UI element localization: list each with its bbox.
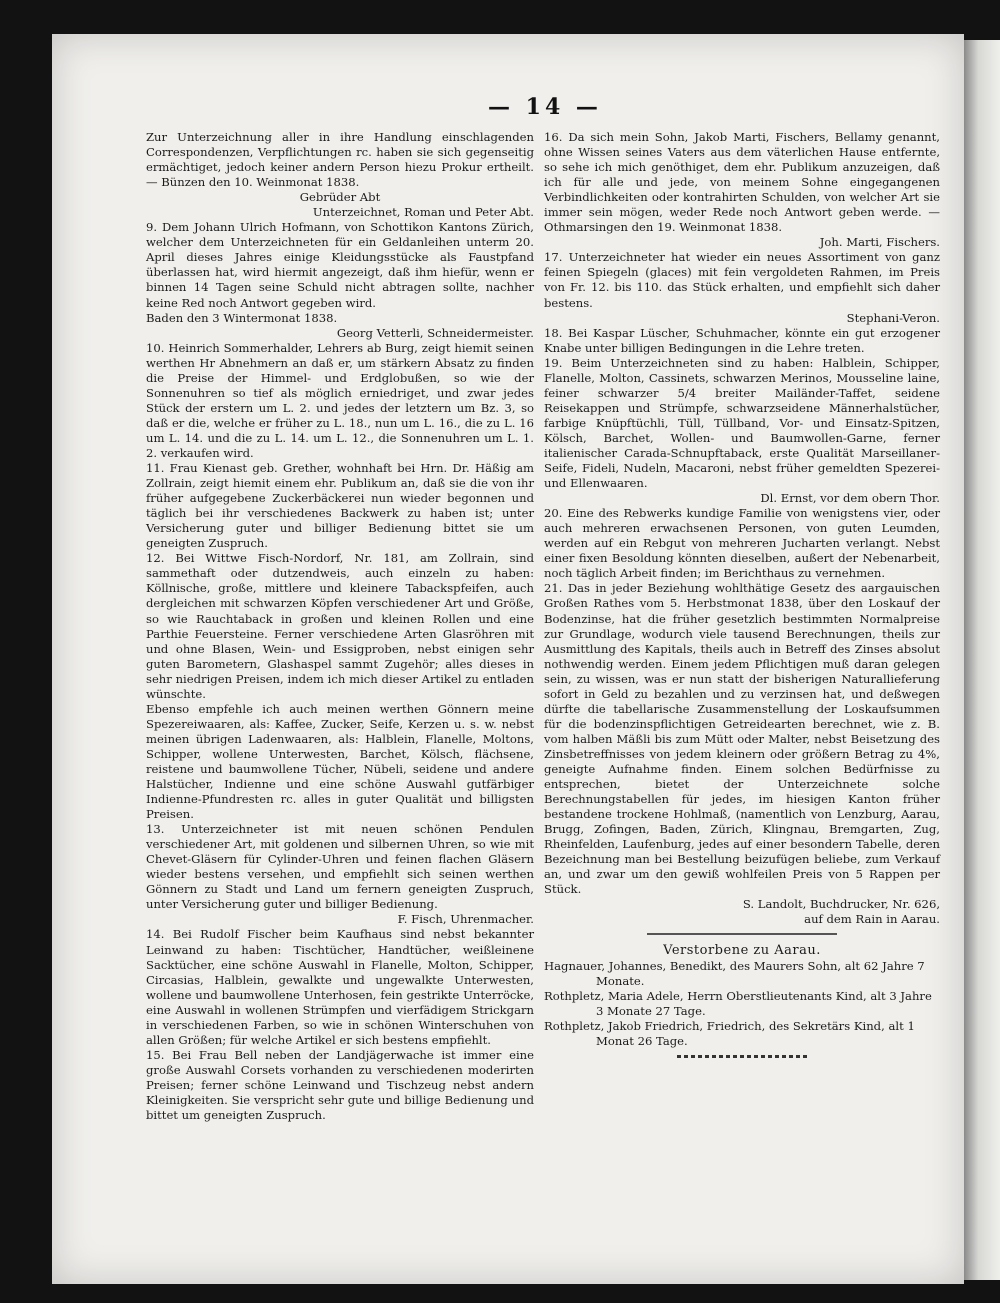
notice-10-text: 10. Heinrich Sommerhalder, Lehrers ab Burg, zeigt hiemit seinen werthen Hr Abnehmern an daß er, um stärkern Absatz zu finden die Preise der Himmel- und Erdglobußen, so wie der Sonnenuhren so tief als möglich erniedriget, und zwar jedes Stück der erstern um L. 2. und jedes der letztern um Bz. 3, so daß er die, welche er früher zu L. 18., nun um L. 16., die zu L. 16 um L. 14. und die zu L. 14. um L. 12., die Sonnenuhren um L. 1. 2. verkaufen wird.	[146, 340, 534, 460]
death-entry: Hagnauer, Johannes, Benedikt, des Maurers Sohn, alt 62 Jahre 7 Monate.	[544, 958, 925, 988]
notice-13-text: 13. Unterzeichneter ist mit neuen schönen Pendulen verschiedener Art, mit goldenen und silbernen Uhren, so wie mit Chevet-Gläsern für Cylinder-Uhren und feinen flachen Gläsern wieder bestens versehen, und empfiehlt sich seinen werthen Gönnern zu Stadt und Land um fernern geneigten Zuspruch, unter Versicherung guter und billiger Bedienung.	[146, 822, 534, 912]
notice-20	[544, 506, 940, 581]
notice-11	[146, 461, 534, 551]
deaths-heading: Verstorbene zu Aarau.	[663, 943, 821, 959]
notice-9-place-date: Baden den 3 Wintermonat 1838.	[146, 310, 338, 325]
notice-9-signature: Georg Vetterli, Schneidermeister.	[336, 325, 534, 340]
notice-21-text: 21. Das in jeder Beziehung wohlthätige Gesetz des aargauischen Großen Rathes vom 5. Herbstmonat 1838, über den Loskauf der Bodenzinse, hat die früher gesetzlich bestimmten Normalpreise zur Grundlage, wodurch viele tausend Berechnungen, theils zur Ausmittlung des Kapitals, theils auch in Betreff des Zinses absolut nothwendig werden. Einem jedem Pflichtigen muß daran gelegen sein, zu wissen, was er nun statt der bisherigen Naturallieferung sofort in Geld zu bezahlen und zu verzinsen hat, und deßwegen dürfte die tabellarische Zusammenstellung der Loskaufsummen für die bodenzinspflichtigen Getreidearten berechnet, wie z. B. vom halben Mäßli bis zum Mütt oder Malter, nebst Beisetzung des Zinsbetreffnisses von jedem kleinern oder größern Betrag zu 4%, geneigte Aufnahme finden. Einem solchen Bedürfnisse zu entsprechen, bietet der Unterzeichnete solche Berechnungstabellen für jedes, im hiesigen Kanton früher bestandene trockene Hohlmaß, (namentlich von Lenzburg, Aarau, Brugg, Zofingen, Baden, Zürich, Klingnau, Bremgarten, Zug, Rheinfelden, Laufenburg, jedes auf einer besondern Tabelle, deren Bezeichnung man bei Bestellung beizufügen beliebe, zum Verkauf an, und zwar um den gewiß wohlfeilen Preis von 5 Rappen per Stück.	[544, 581, 940, 897]
notice-15	[146, 1048, 534, 1123]
right-column	[544, 130, 940, 1064]
deaths-section	[544, 943, 940, 1048]
notice-19-signature: Dl. Ernst, vor dem obern Thor.	[760, 491, 940, 506]
death-entry: Rothpletz, Jakob Friedrich, Friedrich, des Sekretärs Kind, alt 1 Monat 26 Tage.	[544, 1018, 915, 1048]
notice-21	[544, 581, 940, 927]
notice-8-signature: Unterzeichnet, Roman und Peter Abt.	[312, 205, 534, 220]
notice-20-text: 20. Eine des Rebwerks kundige Familie von wenigstens vier, oder auch mehreren erwachsenen Personen, von guten Leumden, werden auf ein Rebgut von mehreren Jucharten verlangt. Nebst einer fixen Besoldung könnten dieselben, außert der Nebenarbeit, noch täglich Arbeit finden; im Berichthaus zu vernehmen.	[544, 506, 940, 581]
notice-17-text: 17. Unterzeichneter hat wieder ein neues Assortiment von ganz feinen Spiegeln (glaces) mit fein vergoldeten Rahmen, im Preis von Fr. 12. bis 110. das Stück erhalten, und empfiehlt sich daher bestens.	[544, 250, 940, 310]
notice-8-firm: Gebrüder Abt	[299, 190, 381, 205]
notice-21-signature: S. Landolt, Buchdrucker, Nr. 626,	[742, 897, 940, 912]
notice-16-signature: Joh. Marti, Fischers.	[819, 235, 940, 250]
notice-12-text-continued: Ebenso empfehle ich auch meinen werthen Gönnern meine Spezereiwaaren, als: Kaffee, Zucker, Seife, Kerzen u. s. w. nebst meinen übrigen Ladenwaaren, als: Halblein, Flanelle, Moltons, Schipper, wollene Unterwesten, Barchet, Kölsch, flächsene, reistene und baumwollene Tücher, Nübeli, seidene und andere Halstücher, Indienne und eine schöne Auswahl gutfärbiger Indienne-Pfundresten rc. alles in guter Qualität und billigsten Preisen.	[146, 701, 534, 822]
notice-14	[146, 927, 534, 1047]
notice-9	[146, 220, 534, 340]
notice-13-signature: F. Fisch, Uhrenmacher.	[397, 912, 534, 927]
notice-14-text: 14. Bei Rudolf Fischer beim Kaufhaus sind nebst bekannter Leinwand zu haben: Tischtücher, Handtücher, weißleinene Sacktücher, eine schöne Auswahl in Flanelle, Molton, Schipper, Circasias, Halblein, gewalkte und ungewalkte Unterwesten, wollene und baumwollene Unterhosen, fein gestrikte Unterröcke, eine Auswahl in wollenen Strümpfen und vierfädigem Strickgarn in verschiedenen Farben, so wie in schönen Winterschuhen von allen Größen; für welche Artikel er sich bestens empfiehlt.	[146, 927, 534, 1047]
notice-10	[146, 341, 534, 461]
notice-21-address: auf dem Rain in Aarau.	[804, 912, 940, 927]
notice-19	[544, 356, 940, 506]
section-divider	[647, 933, 837, 935]
notice-19-text: 19. Beim Unterzeichneten sind zu haben: Halblein, Schipper, Flanelle, Molton, Cassinets, schwarzen Merinos, Mousseline laine, feiner schwarzer 5/4 breiter Mailänder-Taffet, seidene Reisekappen und Strümpfe, schwarzseidene Männerhalstücher, farbige Knüpftüchli, Tüll, Tüllband, Vor- und Einsatz-Spitzen, Kölsch, Barchet, Wollen- und Baumwollen-Garne, ferner italienischer Carada-Schnupftaback, erste Qualität Marseillaner-Seife, Fideli, Nudeln, Macaroni, nebst früher gemeldten Spezerei- und Ellenwaaren.	[544, 355, 940, 491]
notice-8	[146, 130, 534, 220]
left-column	[146, 130, 534, 1123]
notice-12	[146, 551, 534, 822]
notice-17	[544, 250, 940, 325]
notice-18-text: 18. Bei Kaspar Lüscher, Schuhmacher, könnte ein gut erzogener Knabe unter billigen Bedingungen in die Lehre treten.	[544, 325, 940, 355]
notice-17-signature: Stephani-Veron.	[846, 310, 940, 325]
notice-15-text: 15. Bei Frau Bell neben der Landjägerwache ist immer eine große Auswahl Corsets vorhanden zu verschiedenen moderirten Preisen; ferner schöne Leinwand und Tischzeug nebst andern Kleinigkeiten. Sie verspricht sehr gute und billige Bedienung und bittet um geneigten Zuspruch.	[146, 1047, 534, 1123]
next-page-edge	[964, 40, 1000, 1280]
page-number: — 14 —	[488, 94, 602, 120]
notice-18	[544, 326, 940, 356]
notice-13	[146, 822, 534, 927]
notice-11-text: 11. Frau Kienast geb. Grether, wohnhaft bei Hrn. Dr. Häßig am Zollrain, zeigt hiemit einem ehr. Publikum an, daß sie die von ihr früher aufgegebene Zuckerbäckerei nun wieder begonnen und täglich bei ihr verschiedenes Backwerk zu haben ist; unter Versicherung guter und billiger Bedienung bittet sie um geneigten Zuspruch.	[146, 461, 534, 551]
end-ornament	[677, 1055, 807, 1058]
notice-12-text: 12. Bei Wittwe Fisch-Nordorf, Nr. 181, am Zollrain, sind sammethaft oder dutzendweis, auch einzeln zu haben: Köllnische, große, mittlere und kleinere Tabackspfeifen, auch dergleichen mit schwarzen Köpfen verschiedener Art und Größe, so wie Rauchtaback in großen und kleinen Rollen und eine Parthie Feuersteine. Ferner verschiedene Arten Glasröhren mit und ohne Blasen, Wein- und Essigproben, nebst einigen sehr guten Barometern, Glashaspel sammt Zugehör; alles dieses in sehr niedrigen Preisen, indem ich mich dieser Artikel zu entladen wünschte.	[146, 551, 534, 701]
notice-8-text: Zur Unterzeichnung aller in ihre Handlung einschlagenden Correspondenzen, Verpflichtungen rc. haben sie sich gegenseitig ermächtiget, jedoch keiner andern Person hiezu Prokur ertheilt. — Bünzen den 10. Weinmonat 1838.	[146, 130, 534, 190]
death-entry: Rothpletz, Maria Adele, Herrn Oberstlieutenants Kind, alt 3 Jahre 3 Monate 27 Tage.	[544, 988, 932, 1018]
notice-9-text: 9. Dem Johann Ulrich Hofmann, von Schottikon Kantons Zürich, welcher dem Unterzeichneten für ein Geldanleihen unterm 20. April dieses Jahres einige Kleidungsstücke als Faustpfand überlassen hat, wird hiermit angezeigt, daß ihm hiefür, wenn er binnen 14 Tagen seine Schuld nicht abtragen sollte, nachher keine Red noch Antwort gegeben wird.	[146, 220, 534, 310]
notice-16	[544, 130, 940, 250]
notice-16-text: 16. Da sich mein Sohn, Jakob Marti, Fischers, Bellamy genannt, ohne Wissen seines Vaters aus dem väterlichen Hause entfernte, so sehe ich mich genöthiget, dem ehr. Publikum anzuzeigen, daß ich für alle und jede, von meinem Sohne eingegangenen Verbindlichkeiten oder kontrahirten Schulden, von welcher Art sie immer sein mögen, weder Rede noch Antwort geben werde. — Othmarsingen den 19. Weinmonat 1838.	[544, 130, 940, 235]
